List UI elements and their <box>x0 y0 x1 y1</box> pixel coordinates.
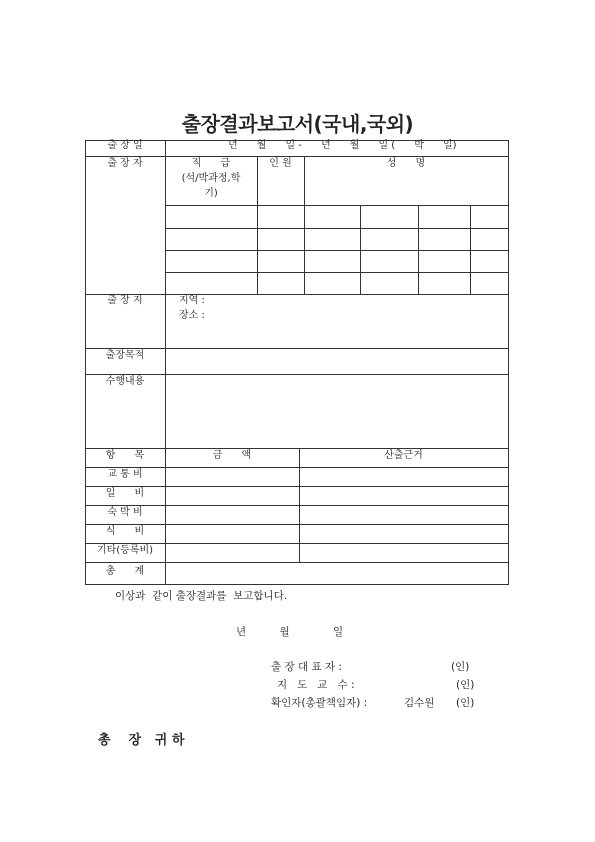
place-label: 출 장 지 <box>107 295 143 306</box>
rep-seal: (인) <box>451 661 470 673</box>
site-label: 장소 : <box>179 310 205 321</box>
person-label: 출 장 자 <box>107 158 143 169</box>
date-line: 년 월 일 <box>236 626 344 638</box>
confirm-label: 확인자(총괄책임자) : <box>271 697 368 709</box>
purpose-label: 출장목적 <box>105 350 145 361</box>
document-title: 출장결과보고서(국내,국외) <box>181 112 414 136</box>
prof-label: 지 도 교 수 : <box>277 679 355 691</box>
cost-item-lodging: 숙 박 비 <box>107 507 143 518</box>
rank-header: 직 급 <box>191 158 231 169</box>
amount-header: 금 액 <box>212 450 252 461</box>
rep-label: 출 장 대 표 자 : <box>271 661 342 673</box>
name-header: 성 명 <box>386 158 426 169</box>
rank-subheader: (석/박과정,학 <box>181 173 241 184</box>
cost-item-daily: 일 비 <box>105 488 145 499</box>
period-label: 출 장 일 <box>107 140 143 151</box>
region-label: 지역 : <box>179 295 205 306</box>
statement-text: 이상과 같이 출장결과를 보고합니다. <box>115 590 288 602</box>
activity-label: 수행내용 <box>105 376 145 387</box>
count-header: 인 원 <box>269 158 292 169</box>
cost-item-total: 총 계 <box>105 566 145 577</box>
cost-item-other: 기타(등록비) <box>96 545 154 556</box>
period-value: 년 월 일 - 년 월 일 ( 박 일) <box>228 140 457 151</box>
cost-item-transport: 교 통 비 <box>107 469 143 480</box>
basis-header: 산출근거 <box>384 450 423 461</box>
prof-seal: (인) <box>456 679 475 691</box>
item-header: 항 목 <box>105 450 145 461</box>
addressee: 총 장 귀 하 <box>98 733 185 748</box>
cost-item-meals: 식 비 <box>105 526 145 537</box>
confirm-name: 김수원 <box>404 697 435 709</box>
confirm-seal: (인) <box>456 697 475 709</box>
rank-subheader-cont: 기) <box>204 188 218 199</box>
